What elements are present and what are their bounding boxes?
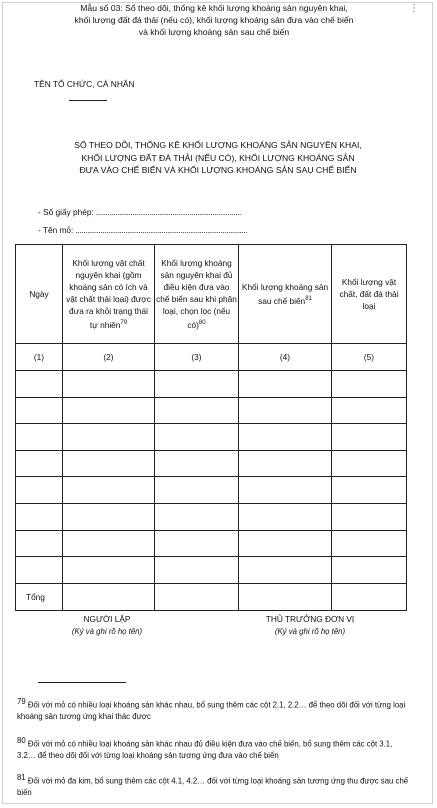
- header-raw-volume: Khối lượng vật chất nguyên khai (gồm khoáng sản có ích và vật chất thải loại) được đưa ra khỏi trạng thái tự nhiên$^{79}$: [63, 245, 155, 344]
- table-row: [16, 557, 407, 584]
- table-cell: [332, 530, 407, 557]
- table-cell: [16, 450, 63, 477]
- table-row: [16, 397, 407, 424]
- table-cell: [16, 371, 63, 398]
- table-cell: [63, 477, 155, 504]
- mine-label: - Tên mỏ:: [38, 225, 76, 235]
- footnote-80: $^{80}$ Đối với mỏ có nhiều loại khoáng sản khác nhau đủ điều kiện đưa vào chế biến, bổ sung thêm các cột 3.1, 3.2… để theo dõi đối với từng loại khoáng sản tương ứng đưa vào chế biến: [17, 736, 393, 761]
- more-options-icon[interactable]: ⋮: [409, 3, 419, 14]
- mine-field: [38, 225, 247, 235]
- head-title: THỦ TRƯỞNG ĐƠN VỊ: [265, 614, 355, 624]
- total-cell: [239, 583, 332, 610]
- preparer-title: NGƯỜI LẬP: [83, 614, 131, 624]
- table-cell: [63, 424, 155, 451]
- table-cell: [155, 477, 239, 504]
- index-cell: (3): [155, 344, 239, 371]
- head-signature: [245, 614, 375, 636]
- organization-underline: [69, 100, 107, 101]
- footnote-ref-81: 81: [305, 296, 312, 303]
- table-cell: [239, 557, 332, 584]
- form-title: [24, 2, 404, 38]
- mine-dots: ..........................................................................................: [75, 225, 248, 235]
- form-title-line-2: khối lượng đất đá thải (nếu có), khối lượng khoáng sản đưa vào chế biến: [74, 15, 354, 25]
- column-index-row: [16, 344, 407, 371]
- footnote-separator: [38, 682, 126, 683]
- table-row: [16, 477, 407, 504]
- table-cell: [239, 424, 332, 451]
- organization-name: TÊN TỔ CHỨC, CÁ NHÂN: [34, 79, 135, 89]
- table-cell: [332, 557, 407, 584]
- license-dots: ............................................................................: [96, 207, 241, 217]
- total-cell: [63, 583, 155, 610]
- table-cell: [332, 424, 407, 451]
- index-cell: (4): [239, 344, 332, 371]
- table-cell: [239, 450, 332, 477]
- preparer-signature: [52, 614, 162, 636]
- table-cell: [332, 503, 407, 530]
- form-title-line-3: và khối lượng khoáng sản sau chế biến: [138, 27, 290, 37]
- total-cell: [332, 583, 407, 610]
- table-row: [16, 450, 407, 477]
- preparer-note: (Ký và ghi rõ họ tên): [71, 627, 143, 636]
- table-cell: [239, 371, 332, 398]
- table-cell: [63, 371, 155, 398]
- table-row: [16, 371, 407, 398]
- footnote-ref-80: 80: [198, 320, 206, 327]
- table-cell: [155, 397, 239, 424]
- table-cell: [332, 450, 407, 477]
- table-cell: [155, 450, 239, 477]
- table-cell: [63, 557, 155, 584]
- table-cell: [16, 397, 63, 424]
- footnote-79: $^{79}$ Đối với mỏ có nhiều loại khoáng sản khác nhau, bổ sung thêm các cột 2.1, 2.2… để theo dõi đối với từng loại khoáng sản tương ứng khai thác được: [17, 697, 406, 722]
- header-processed-volume: Khối lượng khoáng sản sau chế biến$^{81}$: [239, 245, 332, 344]
- table-cell: [16, 503, 63, 530]
- table-cell: [63, 530, 155, 557]
- document-title: [30, 139, 406, 177]
- footnote-81: $^{81}$ Đối với mỏ đa kim, bổ sung thêm các cột 4.1, 4.2… đối với từng loại khoáng sản tương ứng thu được sau chế biến: [17, 773, 409, 798]
- table-cell: [155, 557, 239, 584]
- table-cell: [155, 503, 239, 530]
- table-cell: [239, 397, 332, 424]
- total-cell: [155, 583, 239, 610]
- form-title-line-1: Mẫu số 03: Sổ theo dõi, thống kê khối lượng khoáng sản nguyên khai,: [80, 3, 348, 13]
- table-row: [16, 424, 407, 451]
- total-row: [16, 583, 407, 610]
- table-cell: [155, 424, 239, 451]
- table-cell: [332, 397, 407, 424]
- index-cell: (1): [16, 344, 63, 371]
- table-cell: [63, 450, 155, 477]
- table-cell: [332, 371, 407, 398]
- table-header-row: [16, 245, 407, 344]
- table-cell: [239, 530, 332, 557]
- table-cell: [63, 397, 155, 424]
- table-cell: [16, 424, 63, 451]
- header-qualified-volume: Khối lượng khoáng sản nguyên khai đủ điều kiện đưa vào chế biến sau khi phân loại, chọn lọc (nếu có)$^{80}$: [155, 245, 239, 344]
- table-cell: [63, 503, 155, 530]
- head-note: (Ký và ghi rõ họ tên): [274, 627, 346, 636]
- table-row: [16, 503, 407, 530]
- table-cell: [332, 477, 407, 504]
- title-line-1: SỔ THEO DÕI, THỐNG KÊ KHỐI LƯỢNG KHOÁNG SẢN NGUYÊN KHAI,: [74, 140, 362, 150]
- table-row: [16, 530, 407, 557]
- header-date: Ngày: [16, 245, 63, 344]
- index-cell: (2): [63, 344, 155, 371]
- table-cell: [239, 477, 332, 504]
- data-rows: [16, 371, 407, 584]
- header-waste-volume: Khối lượng vật chất, đất đá thải loại: [332, 245, 407, 344]
- table-cell: [16, 557, 63, 584]
- statistics-table: [15, 244, 407, 611]
- license-label: - Số giấy phép:: [38, 207, 97, 217]
- footnote-ref-79: 79: [120, 320, 128, 327]
- table-cell: [155, 371, 239, 398]
- total-label: Tổng: [16, 583, 63, 610]
- license-field: [38, 207, 241, 217]
- table-cell: [239, 503, 332, 530]
- title-line-3: ĐƯA VÀO CHẾ BIẾN VÀ KHỐI LƯỢNG KHOÁNG SẢN SAU CHẾ BIẾN: [79, 165, 357, 175]
- table-cell: [16, 530, 63, 557]
- table-cell: [155, 530, 239, 557]
- table-cell: [16, 477, 63, 504]
- index-cell: (5): [332, 344, 407, 371]
- title-line-2: KHỐI LƯỢNG ĐẤT ĐÁ THẢI (NẾU CÓ), KHỐI LƯỢNG KHOÁNG SẢN: [81, 152, 355, 163]
